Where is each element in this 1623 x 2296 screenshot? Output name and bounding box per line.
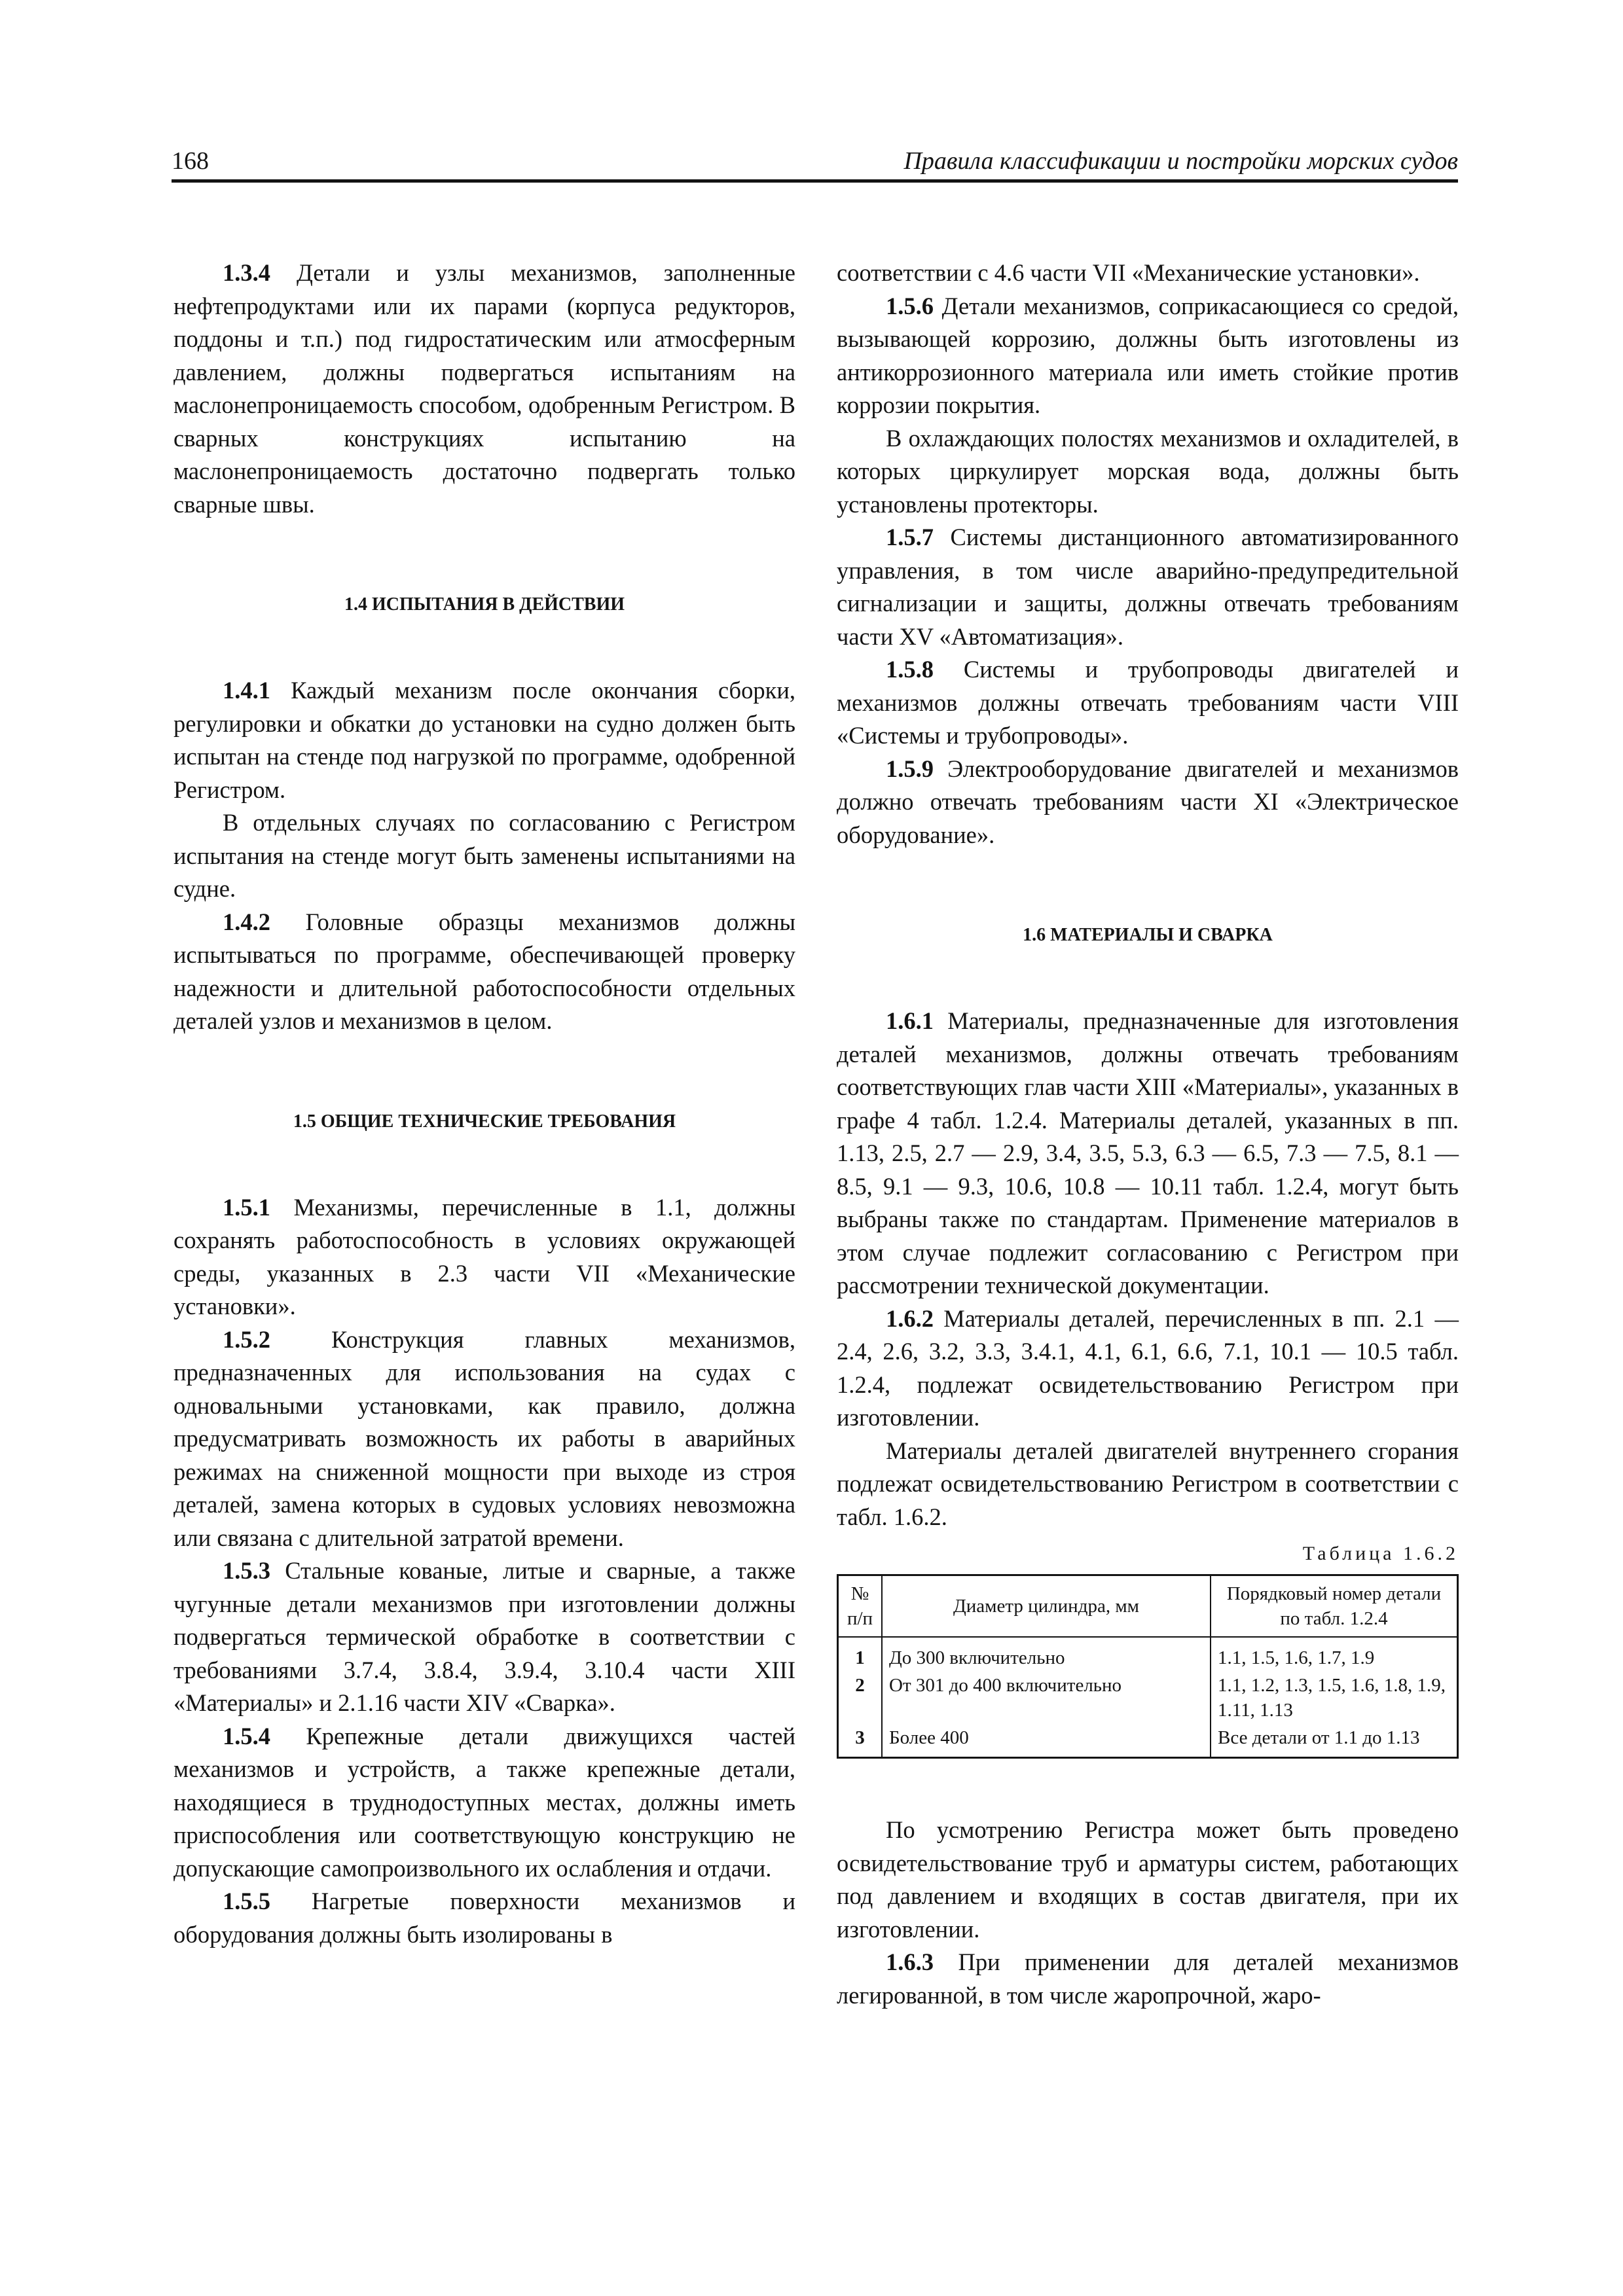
table-cell-parts: 1.1, 1.5, 1.6, 1.7, 1.9 [1211,1637,1458,1672]
paragraph-1-5-8: 1.5.8 Системы и трубопроводы двигателей и механизмов должны отвечать требованиям части VIII «Системы и трубопроводы». [837,656,1459,749]
running-title: Правила классификации и постройки морских судов [903,147,1458,175]
page-header [172,145,1458,183]
left-column [173,257,795,1951]
table-cell-number: 1 [838,1637,883,1672]
table-cell-parts: 1.1, 1.2, 1.3, 1.5, 1.6, 1.8, 1.9, 1.11, 1.13 [1211,1672,1458,1724]
paragraph-1-5-2: 1.5.2 Конструкция главных механизмов, предназначенных для использования на судах с одновальными установками, как правило, должна предусматривать возможность их работы в аварийных режимах на сниженной мощности при выходе из строя деталей, замена которых в судовых условиях невозможна или связана с длительной затратой времени. [173,1325,795,1551]
table-caption: Таблица 1.6.2 [1302,1543,1459,1564]
table-header-row [838,1575,1458,1638]
table-cell-number: 2 [838,1672,883,1724]
paragraph-1-5-3: 1.5.3 Стальные кованые, литые и сварные, а также чугунные детали механизмов при изготовлении должны подвергаться термической обработке в соответствии с требованиями 3.7.4, 3.8.4, 3.9.4, 3.10.4 части XIII «Материалы» и 2.1.16 части XIV «Сварка». [173,1557,795,1716]
table-cell-diameter: Более 400 [882,1724,1211,1758]
paragraph-1-6-3: 1.6.3 При применении для деталей механизмов легированной, в том числе жаропрочной, жаро- [837,1948,1459,2009]
page-number: 168 [172,147,209,175]
table-cell-parts: Все детали от 1.1 до 1.13 [1211,1724,1458,1758]
table-header-parts: Порядковый номер детали по табл. 1.2.4 [1211,1575,1458,1638]
paragraph-1-6-1: 1.6.1 Материалы, предназначенные для изготовления деталей механизмов, должны отвечать требованиям соответствующих глав части XIII «Материалы», указанных в графе 4 табл. 1.2.4. Материалы деталей, указанных в пп. 1.13, 2.5, 2.7 — 2.9, 3.4, 3.5, 5.3, 6.3 — 6.5, 7.3 — 7.5, 8.1 — 8.5, 9.1 — 9.3, 10.6, 10.8 — 10.11 табл. 1.2.4, могут быть выбраны также по стандартам. Применение материалов в этом случае подлежит согласованию с Регистром при рассмотрении технической документации. [837,1007,1459,1299]
paragraph-1-6-2-continued: Материалы деталей двигателей внутреннего сгорания подлежат освидетельствованию Регистром в соответствии с табл. 1.6.2. [837,1437,1459,1530]
materials-table [837,1574,1459,1759]
paragraph-1-5-9: 1.5.9 Электрооборудование двигателей и механизмов должно отвечать требованиям части XI «Электрическое оборудование». [837,755,1459,848]
paragraph-1-5-7: 1.5.7 Системы дистанционного автоматизированного управления, в том числе аварийно-предупредительной сигнализации и защиты, должны отвечать требованиям части XV «Автоматизация». [837,524,1459,650]
section-heading-1-5: 1.5 ОБЩИЕ ТЕХНИЧЕСКИЕ ТРЕБОВАНИЯ [293,1111,676,1132]
right-column [837,257,1459,2012]
table-cell-diameter: До 300 включительно [882,1637,1211,1672]
paragraph-1-3-4: 1.3.4 Детали и узлы механизмов, заполненные нефтепродуктами или их парами (корпуса редукторов, поддоны и т.п.) под гидростатическим или атмосферным давлением, должны подвергаться испытаниям на маслонепроницаемость способом, одобренным Регистром. В сварных конструкциях испытанию на маслонепроницаемость достаточно подвергать только сварные швы. [173,259,795,518]
section-heading-1-4: 1.4 ИСПЫТАНИЯ В ДЕЙСТВИИ [344,594,625,615]
paragraph-1-4-2: 1.4.2 Головные образцы механизмов должны испытываться по программе, обеспечивающей проверку надежности и длительной работоспособности отдельных деталей узлов и механизмов в целом. [173,908,795,1034]
paragraph-after-table: По усмотрению Регистра может быть проведено освидетельствование труб и арматуры систем, работающих под давлением и входящих в состав двигателя, при их изготовлении. [837,1816,1459,1943]
paragraph-1-5-5-continued: соответствии с 4.6 части VII «Механические установки». [837,259,1420,286]
table-row [838,1637,1458,1672]
paragraph-1-5-1: 1.5.1 Механизмы, перечисленные в 1.1, должны сохранять работоспособность в условиях окружающей среды, указанных в 2.3 части VII «Механические установки». [173,1193,795,1319]
section-heading-1-6: 1.6 МАТЕРИАЛЫ И СВАРКА [1023,925,1273,945]
table-header-number: № п/п [838,1575,883,1638]
table-cell-diameter: От 301 до 400 включительно [882,1672,1211,1724]
paragraph-1-5-6: 1.5.6 Детали механизмов, соприкасающиеся со средой, вызывающей коррозию, должны быть изготовлены из антикоррозионного материала или иметь стойкие против коррозии покрытия. [837,292,1459,418]
table-row [838,1724,1458,1758]
paragraph-1-4-1-continued: В отдельных случаях по согласованию с Регистром испытания на стенде могут быть заменены испытаниями на судне. [173,809,795,902]
paragraph-1-5-4: 1.5.4 Крепежные детали движущихся частей механизмов и устройств, а также крепежные детали, находящиеся в труднодоступных местах, должны иметь приспособления или соответствующую конструкцию не допускающие самопроизвольного их ослабления и отдачи. [173,1722,795,1882]
paragraph-1-5-5: 1.5.5 Нагретые поверхности механизмов и оборудования должны быть изолированы в [173,1888,795,1948]
table-header-diameter: Диаметр цилиндра, мм [882,1575,1211,1638]
paragraph-1-6-2: 1.6.2 Материалы деталей, перечисленных в пп. 2.1 — 2.4, 2.6, 3.2, 3.3, 3.4.1, 4.1, 6.1, 6.6, 7.1, 10.1 — 10.5 табл. 1.2.4, подлежат освидетельствованию Регистром при изготовлении. [837,1304,1459,1431]
paragraph-1-5-6-continued: В охлаждающих полостях механизмов и охладителей, в которых циркулирует морская вода, должны быть установлены протекторы. [837,424,1459,518]
table-row [838,1672,1458,1724]
table-cell-number: 3 [838,1724,883,1758]
paragraph-1-4-1: 1.4.1 Каждый механизм после окончания сборки, регулировки и обкатки до установки на судно должен быть испытан на стенде под нагрузкой по программе, одобренной Регистром. [173,677,795,803]
